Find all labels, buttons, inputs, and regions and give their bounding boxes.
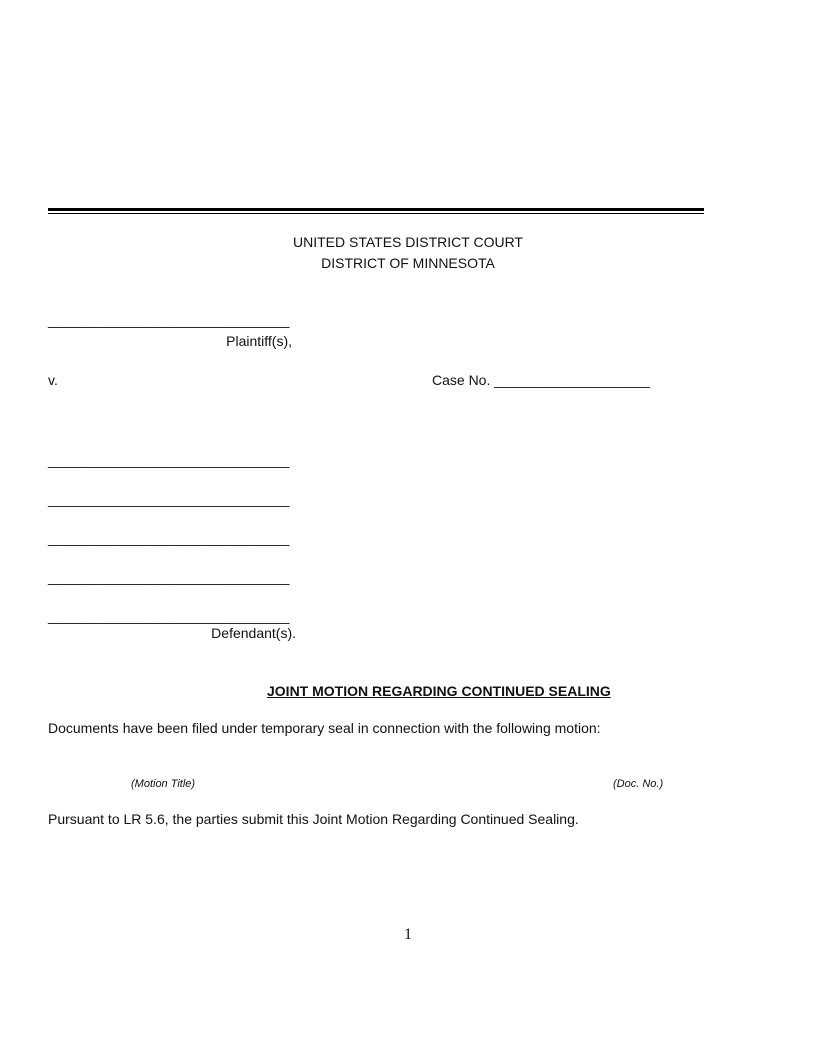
plaintiff-label: Plaintiff(s), [226,333,292,349]
defendant-name-field[interactable]: _______________________________ [48,491,290,507]
header-rule-thick [48,208,704,211]
pursuant-text: Pursuant to LR 5.6, the parties submit this Joint Motion Regarding Continued Sealing. [48,811,579,827]
plaintiff-name-field[interactable]: _______________________________ [48,312,290,328]
defendant-name-field[interactable]: _______________________________ [48,608,290,624]
defendant-name-field[interactable]: _______________________________ [48,530,290,546]
court-district: DISTRICT OF MINNESOTA [321,255,495,271]
motion-title-hint: (Motion Title) [131,778,196,790]
motion-title: JOINT MOTION REGARDING CONTINUED SEALING [267,683,611,699]
defendant-name-field[interactable]: _______________________________ [48,569,290,585]
header-rule-thin [48,213,704,214]
doc-number-hint: (Doc. No.) [613,778,664,790]
court-name: UNITED STATES DISTRICT COURT [293,234,523,250]
page-number: 1 [404,926,412,943]
motion-intro-text: Documents have been filed under temporary seal in connection with the following motion: [48,720,601,736]
defendant-label: Defendant(s). [211,625,296,641]
defendant-name-field[interactable]: _______________________________ [48,452,290,468]
case-number-field[interactable]: Case No. ____________________ [432,372,650,388]
versus-label: v. [48,372,58,388]
